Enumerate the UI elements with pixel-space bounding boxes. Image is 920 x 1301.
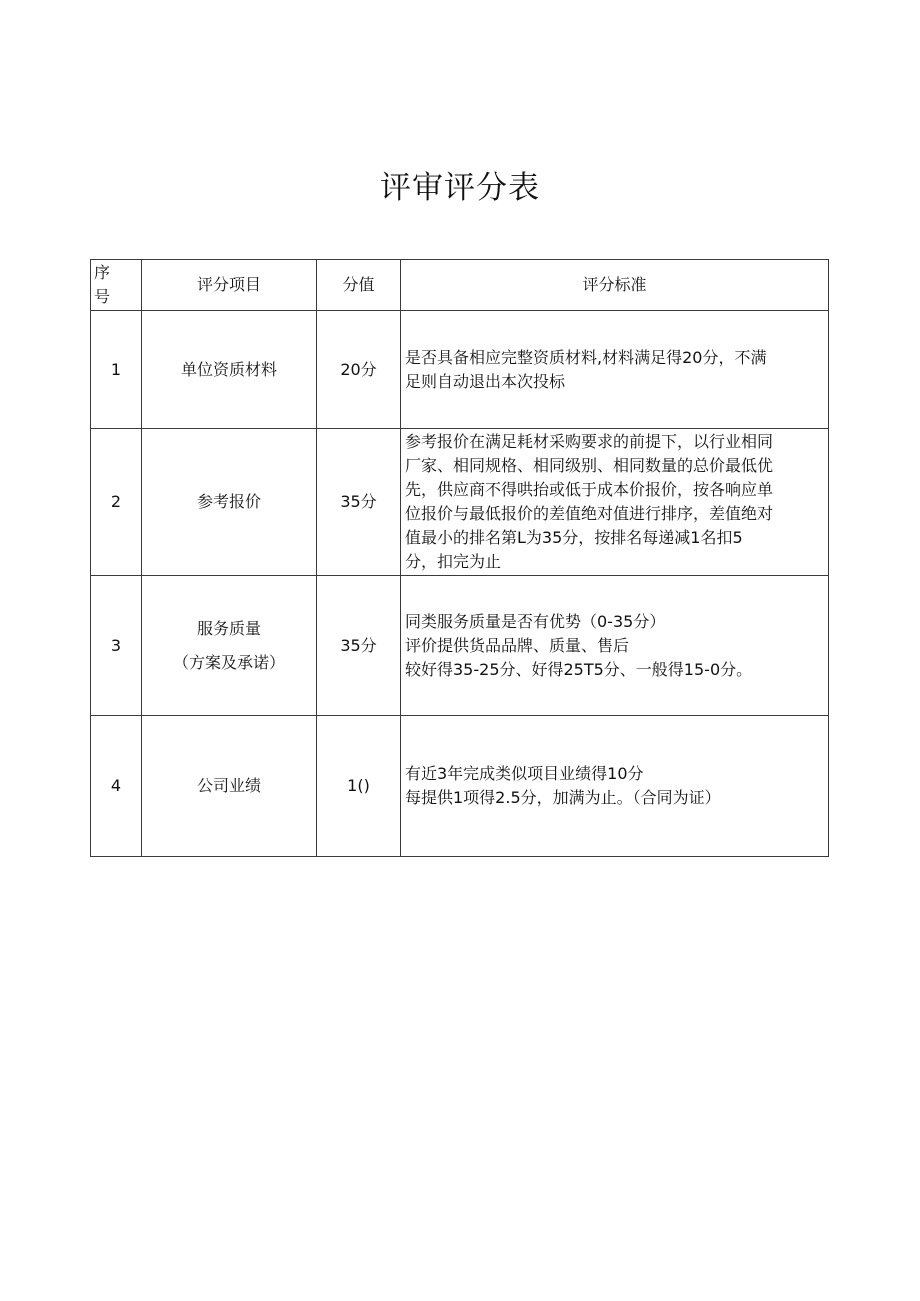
criteria-line: 先，供应商不得哄抬或低于成本价报价，按各响应单: [405, 480, 774, 499]
criteria-line: 分，扣完为止: [405, 552, 502, 571]
document-title: 评审评分表: [380, 170, 540, 206]
header-score: 分值: [317, 260, 401, 311]
criteria-line: 评价提供货品品牌、质量、售后: [405, 635, 630, 655]
table-row: [91, 429, 829, 576]
criteria-line: 有近3年完成类似项目业绩得10分: [405, 764, 644, 783]
scoring-table: [90, 259, 829, 857]
row-criteria: [401, 576, 829, 716]
row-item: 公司业绩: [142, 716, 317, 857]
criteria-line: 厂家、相同规格、相同级别、相同数量的总价最低优: [405, 456, 774, 475]
table-row: [91, 576, 829, 716]
row-seq: 4: [91, 716, 142, 857]
row-seq: 3: [91, 576, 142, 716]
row-score: 35分: [317, 429, 401, 576]
criteria-line: 同类服务质量是否有优势（0-35分）: [405, 611, 666, 631]
row-item: 单位资质材料: [142, 311, 317, 429]
header-item: 评分项目: [142, 260, 317, 311]
row-score: 35分: [317, 576, 401, 716]
row-seq: 1: [91, 311, 142, 429]
row-criteria: [401, 716, 829, 857]
table-row: [91, 716, 829, 857]
row-item-subtitle: （方案及承诺）: [172, 652, 285, 672]
row-criteria: [401, 311, 829, 429]
row-score: 20分: [317, 311, 401, 429]
header-seq-line-1: 序: [94, 263, 111, 282]
table-header-row: [91, 260, 829, 311]
row-item-label: 服务质量: [196, 618, 261, 638]
header-seq: [91, 260, 142, 311]
row-item: 参考报价: [142, 429, 317, 576]
criteria-line: 每提供1项得2.5分，加满为止。（合同为证）: [405, 788, 721, 807]
criteria-line: 参考报价在满足耗材采购要求的前提下，以行业相同: [405, 432, 774, 451]
header-criteria: 评分标准: [401, 260, 829, 311]
criteria-line: 值最小的排名第L为35分，按排名每递减1名扣5: [405, 528, 743, 547]
row-criteria: [401, 429, 829, 576]
header-seq-line-2: 号: [94, 287, 111, 306]
criteria-line: 位报价与最低报价的差值绝对值进行排序，差值绝对: [405, 504, 774, 523]
criteria-line: 较好得35-25分、好得25T5分、一般得15-0分。: [405, 659, 753, 679]
row-score: 1(): [317, 716, 401, 857]
criteria-line: 足则自动退出本次投标: [405, 371, 566, 391]
criteria-line: 是否具备相应完整资质材料,材料满足得20分，不满: [405, 347, 767, 367]
row-seq: 2: [91, 429, 142, 576]
table-row: [91, 311, 829, 429]
row-item: [142, 576, 317, 716]
